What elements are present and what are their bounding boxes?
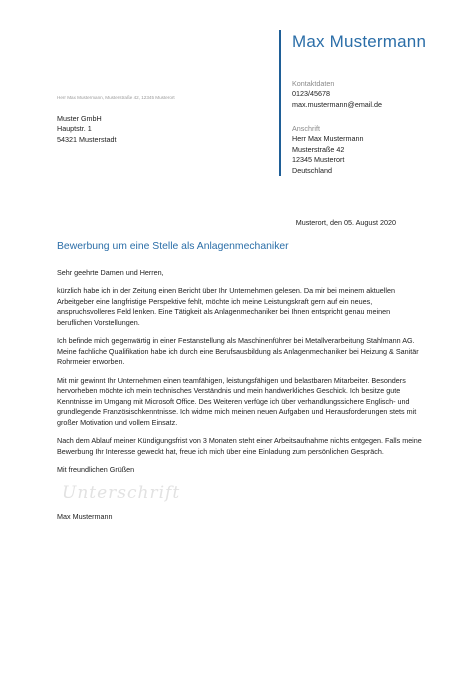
recipient-line: Hauptstr. 1 xyxy=(57,124,92,134)
sender-name-heading: Max Mustermann xyxy=(292,32,427,51)
signature-image: Unterschrift xyxy=(62,483,181,503)
recipient-address-block xyxy=(57,114,117,145)
contact-block xyxy=(292,79,382,110)
salutation: Sehr geehrte Damen und Herren, xyxy=(57,268,164,277)
sender-address-line: Herr Max Mustermann xyxy=(292,134,364,144)
sender-address-block xyxy=(292,124,364,176)
body-paragraph: kürzlich habe ich in der Zeitung einen Bericht über Ihr Unternehmen gelesen. Da mir bei meinem aktuellen Arbeitgeber eine langfristige Perspektive fehlt, möchte ich meine Leistungskraft gern auf ein neues, anspruchsvolleres Feld lenken. Eine Tätigkeit als Anlagenmechaniker bei Ihnen entspricht genau meinen beruflichen Vorstellungen. xyxy=(57,286,395,327)
sender-address-line: 12345 Musterort xyxy=(292,155,345,165)
header-divider-bar xyxy=(279,30,281,176)
return-address-line: Herr Max Mustermann, Musterstraße 42, 12345 Musterort xyxy=(57,95,175,100)
signature-name: Max Mustermann xyxy=(57,512,113,521)
date-line: Musterort, den 05. August 2020 xyxy=(295,218,396,227)
contact-label: Kontaktdaten xyxy=(292,79,335,88)
letter-body xyxy=(57,268,425,483)
subject-line: Bewerbung um eine Stelle als Anlagenmechaniker xyxy=(57,241,289,252)
body-paragraph: Ich befinde mich gegenwärtig in einer Festanstellung als Maschinenführer bei Metallverarbeitung Stahlmann AG. Meine fachliche Qualifikation habe ich durch eine Berufsausbildung als Anlagenmechaniker bei Heizung & Sanitär Rohrmeier erworben. xyxy=(57,336,419,367)
sender-address-line: Musterstraße 42 xyxy=(292,144,345,154)
sender-address-label: Anschrift xyxy=(292,124,320,133)
contact-phone: 0123/45678 xyxy=(292,89,330,99)
sender-address-line: Deutschland xyxy=(292,165,332,175)
body-paragraph: Nach dem Ablauf meiner Kündigungsfrist von 3 Monaten steht einer Arbeitsaufnahme nichts entgegen. Falls meine Bewerbung Ihr Interesse geweckt hat, freue ich mich über eine Einladung zum persönlichen Gespräch. xyxy=(57,436,422,456)
closing: Mit freundlichen Grüßen xyxy=(57,464,135,474)
recipient-line: 54321 Musterstadt xyxy=(57,134,117,144)
body-paragraph: Mit mir gewinnt Ihr Unternehmen einen teamfähigen, leistungsfähigen und belastbaren Mitarbeiter. Besonders hervorheben möchte ich mein technisches Verständnis und mein handwerkliches Geschick. Ich besitze gute Kenntnisse im Umgang mit Microsoft Office. Des Weiteren verfüge ich über verhandlungssichere Englisch- und grundlegende Französischkenntnisse. Ich widme mich meinen neuen Aufgaben und Herausforderungen stets mit großer Motivation und vollem Einsatz. xyxy=(57,375,417,427)
contact-email: max.mustermann@email.de xyxy=(292,99,382,109)
recipient-line: Muster GmbH xyxy=(57,114,102,123)
